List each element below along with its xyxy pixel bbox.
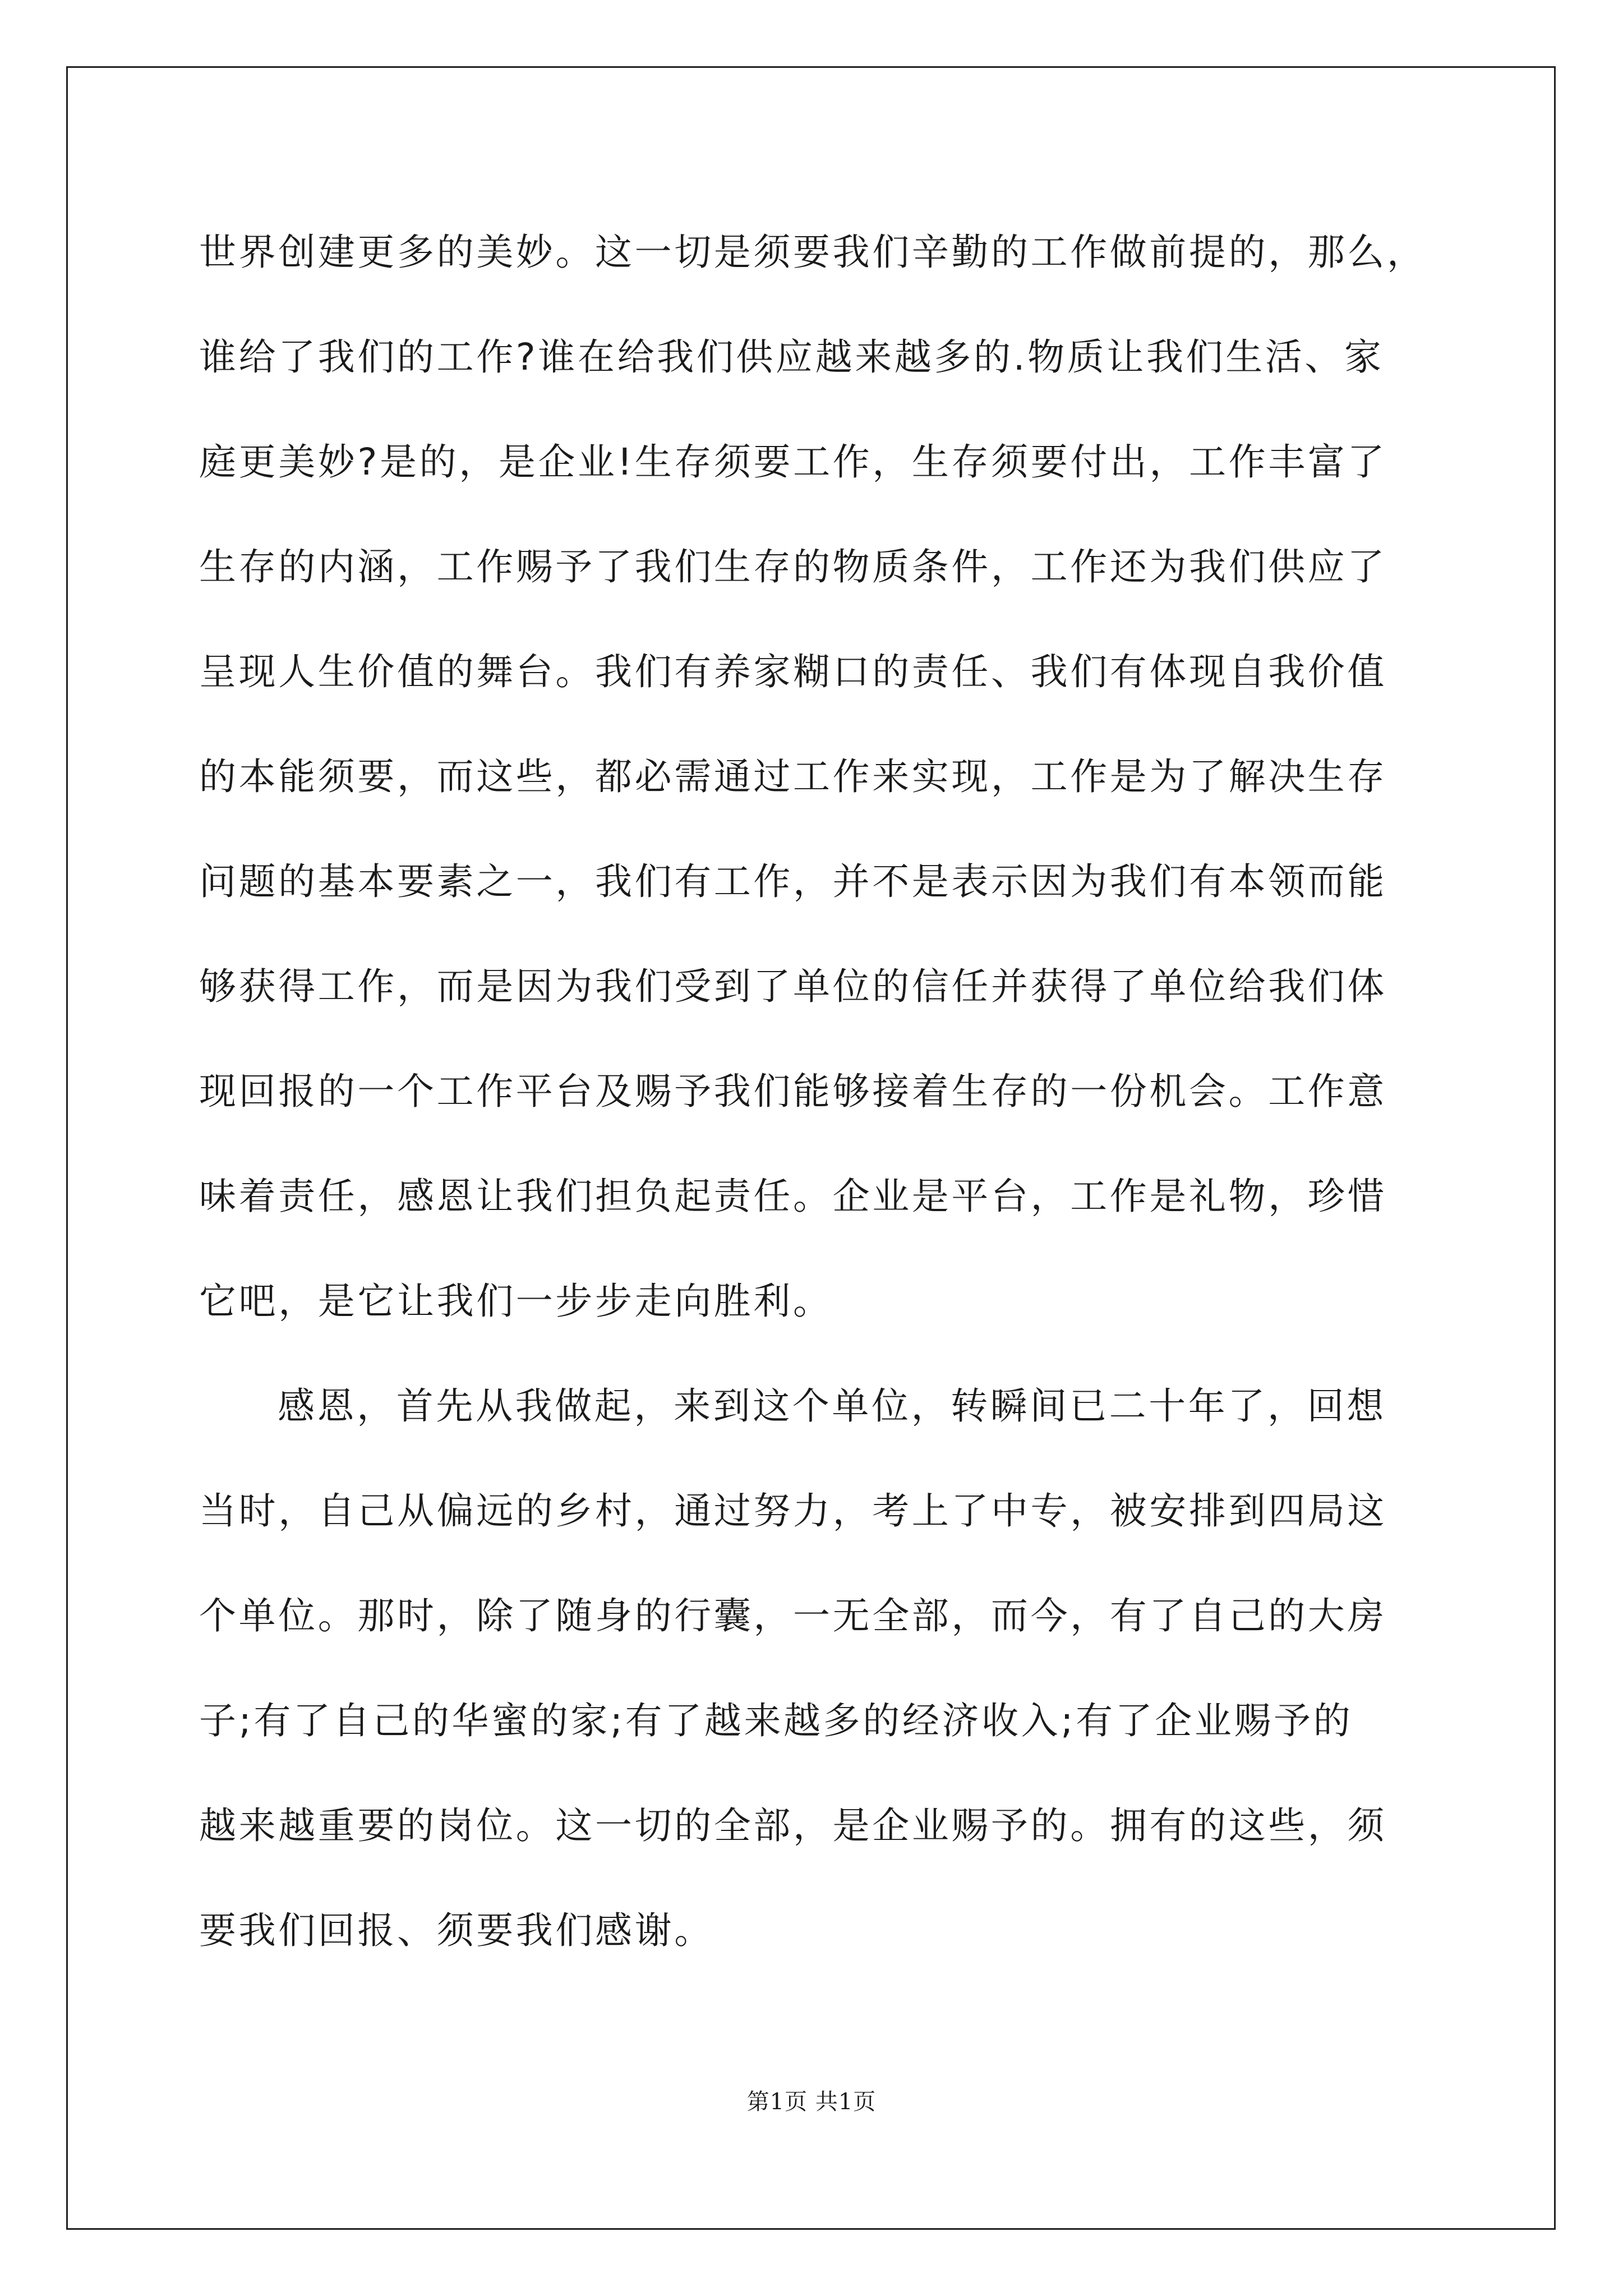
text-line-14: 个单位。那时，除了随身的行囊，一无全部，而今，有了自己的大房 (199, 1594, 1387, 1637)
text-line-15: 子;有了自己的华蜜的家;有了越来越多的经济收入;有了企业赐予的 (199, 1699, 1353, 1742)
text-line-4: 生存的内涵，工作赐予了我们生存的物质条件，工作还为我们供应了 (199, 545, 1387, 588)
text-line-17: 要我们回报、须要我们感谢。 (199, 1909, 714, 1952)
text-line-13: 当时，自己从偏远的乡村，通过努力，考上了中专，被安排到四局这 (199, 1489, 1387, 1533)
page-border (66, 66, 1556, 2230)
text-line-7: 问题的基本要素之一，我们有工作，并不是表示因为我们有本领而能 (199, 860, 1387, 903)
text-line-11: 它吧，是它让我们一步步走向胜利。 (199, 1280, 833, 1323)
text-line-16: 越来越重要的岗位。这一切的全部，是企业赐予的。拥有的这些，须 (199, 1804, 1387, 1847)
text-line-1: 世界创建更多的美妙。这一切是须要我们辛勤的工作做前提的，那么， (199, 231, 1427, 274)
text-line-12-paragraph-start: 感恩，首先从我做起，来到这个单位，转瞬间已二十年了，回想 (278, 1384, 1386, 1428)
page-number-footer: 第1页 共1页 (746, 2089, 877, 2115)
text-line-5: 呈现人生价值的舞台。我们有养家糊口的责任、我们有体现自我价值 (199, 650, 1387, 693)
text-line-9: 现回报的一个工作平台及赐予我们能够接着生存的一份机会。工作意 (199, 1070, 1387, 1113)
text-line-6: 的本能须要，而这些，都必需通过工作来实现，工作是为了解决生存 (199, 755, 1387, 798)
text-line-10: 味着责任，感恩让我们担负起责任。企业是平台，工作是礼物，珍惜 (199, 1175, 1387, 1218)
text-line-2: 谁给了我们的工作?谁在给我们供应越来越多的.物质让我们生活、家 (199, 335, 1384, 379)
text-line-3: 庭更美妙?是的，是企业!生存须要工作，生存须要付出，工作丰富了 (199, 440, 1387, 484)
text-line-8: 够获得工作，而是因为我们受到了单位的信任并获得了单位给我们体 (199, 965, 1387, 1008)
